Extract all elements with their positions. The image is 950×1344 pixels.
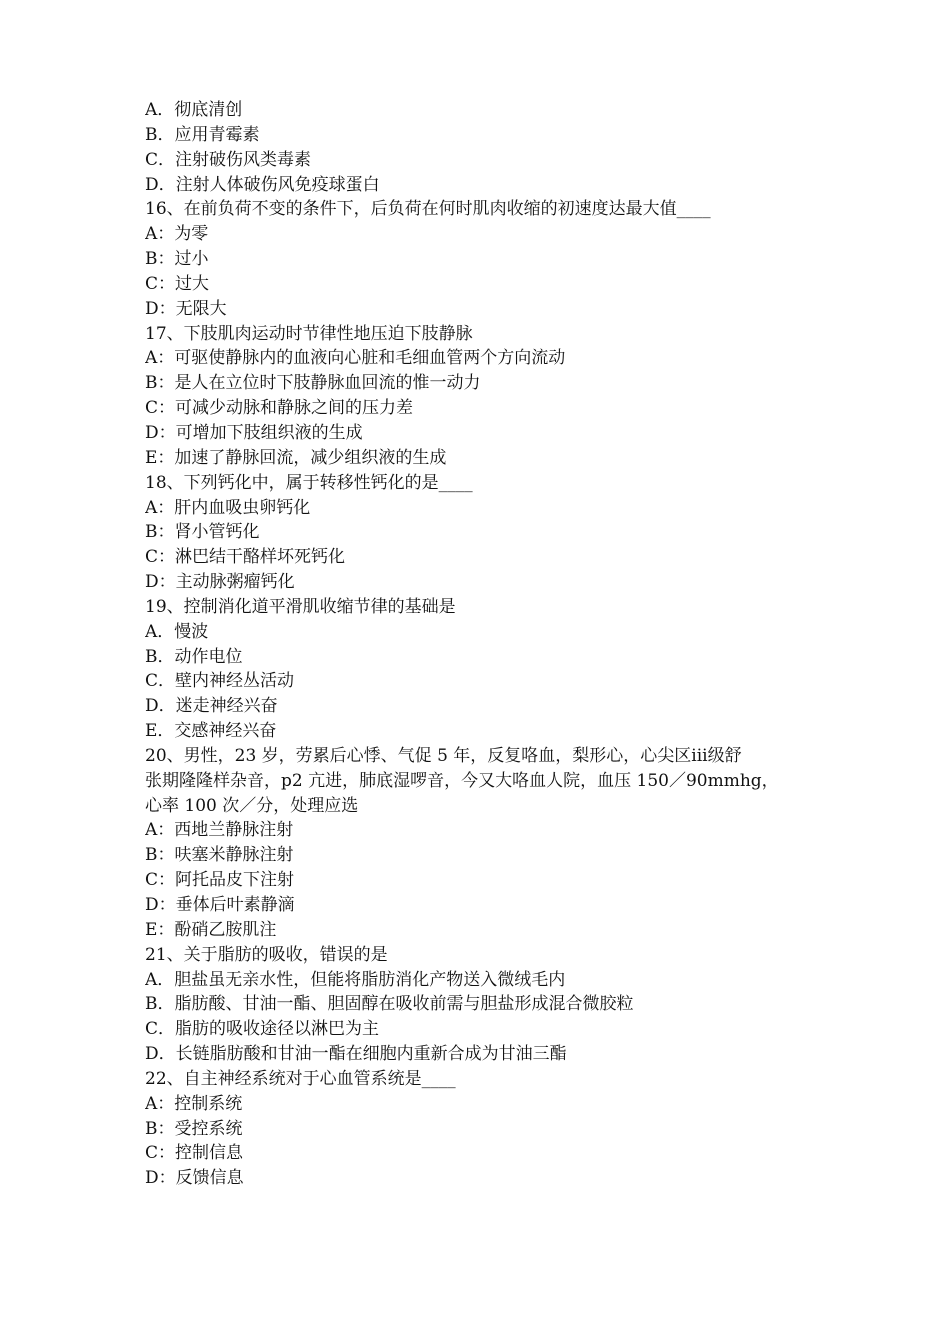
question-19: 19、控制消化道平滑肌收缩节律的基础是 bbox=[145, 596, 456, 617]
question-17: 17、下肢肌肉运动时节律性地压迫下肢静脉 bbox=[145, 323, 473, 344]
option-c-q18: C：淋巴结干酪样坏死钙化 bbox=[145, 547, 346, 568]
option-a-q15: A．彻底清创 bbox=[145, 100, 243, 120]
question-20-line-3: 心率 100 次／分，处理应选 bbox=[145, 795, 359, 816]
option-b-q15: B．应用青霉素 bbox=[145, 124, 260, 145]
option-c-q17: C：可减少动脉和静脉之间的压力差 bbox=[145, 398, 414, 419]
question-18: 18、下列钙化中，属于转移性钙化的是____ bbox=[145, 472, 473, 493]
option-d-q21: D．长链脂肪酸和甘油一酯在细胞内重新合成为甘油三酯 bbox=[145, 1044, 567, 1065]
option-d-q20: D：垂体后叶素静滴 bbox=[145, 895, 295, 915]
option-e-q19: E．交感神经兴奋 bbox=[145, 721, 277, 742]
question-text-block bbox=[145, 98, 810, 1191]
question-20-line-1: 20、男性，23 岁，劳累后心悸、气促 5 年，反复咯血，梨形心，心尖区iii级舒 bbox=[145, 745, 742, 766]
option-d-q16: D：无限大 bbox=[145, 298, 227, 319]
option-c-q15: C．注射破伤风类毒素 bbox=[145, 149, 312, 170]
option-d-q17: D：可增加下肢组织液的生成 bbox=[145, 422, 363, 443]
option-a-q16: A：为零 bbox=[145, 224, 209, 245]
option-b-q16: B：过小 bbox=[145, 249, 209, 270]
option-c-q19: C．壁内神经丛活动 bbox=[145, 671, 295, 692]
option-a-q22: A：控制系统 bbox=[145, 1093, 243, 1114]
question-22: 22、自主神经系统对于心血管系统是____ bbox=[145, 1068, 456, 1089]
option-d-q19: D．迷走神经兴奋 bbox=[145, 696, 278, 717]
option-a-q20: A：西地兰静脉注射 bbox=[145, 820, 294, 841]
option-c-q21: C．脂肪的吸收途径以淋巴为主 bbox=[145, 1019, 380, 1040]
option-b-q20: B：呋塞米静脉注射 bbox=[145, 845, 294, 866]
option-d-q22: D：反馈信息 bbox=[145, 1168, 244, 1189]
option-a-q21: A．胆盐虽无亲水性，但能将脂肪消化产物送入微绒毛内 bbox=[145, 969, 566, 990]
option-b-q17: B：是人在立位时下肢静脉血回流的惟一动力 bbox=[145, 373, 481, 394]
option-e-q17: E：加速了静脉回流，减少组织液的生成 bbox=[145, 447, 447, 468]
option-c-q16: C：过大 bbox=[145, 273, 210, 294]
option-d-q15: D．注射人体破伤风免疫球蛋白 bbox=[145, 174, 380, 195]
option-a-q18: A：肝内血吸虫卵钙化 bbox=[145, 497, 311, 518]
option-c-q22: C：控制信息 bbox=[145, 1143, 244, 1164]
option-d-q18: D：主动脉粥瘤钙化 bbox=[145, 572, 295, 593]
option-b-q21: B．脂肪酸、甘油一酯、胆固醇在吸收前需与胆盐形成混合微胶粒 bbox=[145, 994, 634, 1015]
option-b-q22: B：受控系统 bbox=[145, 1118, 243, 1139]
question-20-line-2: 张期隆隆样杂音，p2 亢进，肺底湿啰音，今又大咯血人院，血压 150／90mmhg， bbox=[145, 770, 779, 791]
question-21: 21、关于脂肪的吸收，错误的是 bbox=[145, 944, 388, 965]
option-a-q17: A：可驱使静脉内的血液向心脏和毛细血管两个方向流动 bbox=[145, 348, 566, 369]
option-a-q19: A．慢波 bbox=[145, 621, 209, 642]
option-b-q18: B：肾小管钙化 bbox=[145, 522, 260, 543]
option-e-q20: E：酚硝乙胺肌注 bbox=[145, 919, 277, 940]
option-c-q20: C：阿托品皮下注射 bbox=[145, 870, 295, 891]
question-16: 16、在前负荷不变的条件下，后负荷在何时肌肉收缩的初速度达最大值____ bbox=[145, 199, 711, 220]
option-b-q19: B．动作电位 bbox=[145, 646, 243, 667]
